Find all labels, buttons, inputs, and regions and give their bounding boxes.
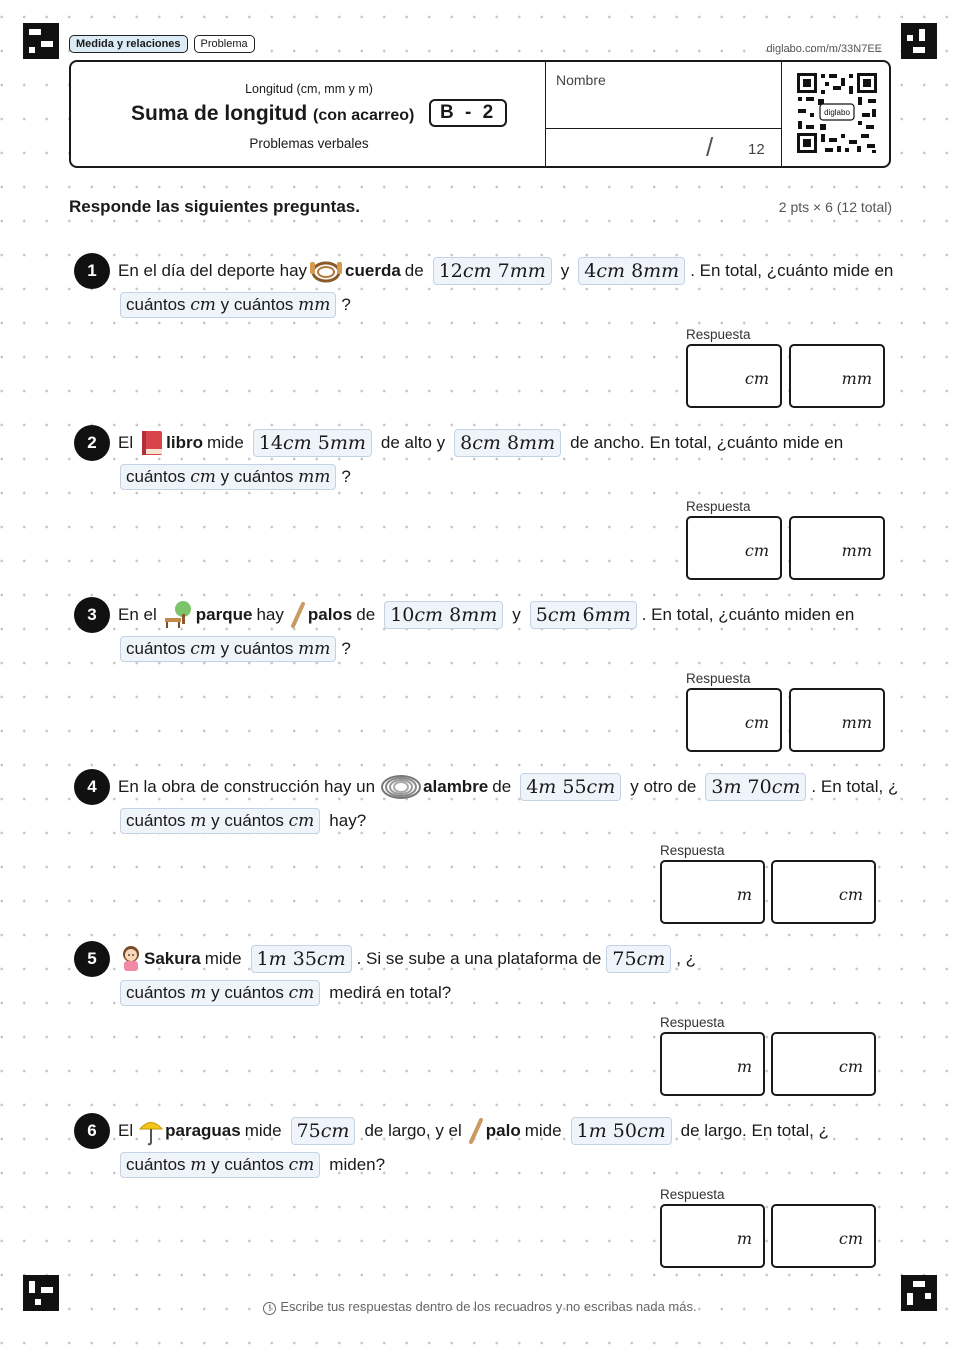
length-value-1: 10cm 8mm (384, 601, 503, 629)
question-number: 5 (74, 941, 110, 977)
girl-avatar-icon (119, 944, 143, 974)
unit-label: mm (841, 369, 872, 388)
book-icon (139, 429, 165, 457)
name-and-score-area[interactable] (545, 62, 782, 166)
item-name: parque (195, 605, 253, 624)
corner-marker-top-left (23, 23, 59, 59)
text: de (492, 777, 512, 796)
text: hay (256, 605, 284, 624)
question-text-line-1 (118, 597, 854, 633)
text: . En total, ¿cuánto miden en (641, 605, 855, 624)
stick-icon (289, 601, 307, 629)
jump-rope-icon (308, 257, 344, 285)
unit-label: cm (744, 369, 769, 388)
text: ? (341, 467, 351, 486)
unit-label: cm (744, 541, 769, 560)
answer-box-cm[interactable] (771, 1204, 876, 1268)
score-slash: / (706, 132, 714, 162)
length-value-2: 8cm 8mm (454, 429, 561, 457)
text: El (118, 433, 134, 452)
length-value-1: 14cm 5mm (253, 429, 372, 457)
text: mide (206, 433, 244, 452)
answer-label: Respuesta (686, 327, 751, 342)
answer-label: Respuesta (686, 499, 751, 514)
answer-label: Respuesta (686, 671, 751, 686)
item-name: alambre (423, 777, 489, 796)
answer-box-m[interactable] (660, 1204, 765, 1268)
info-icon: ! (263, 1302, 276, 1315)
person-name: Sakura (144, 949, 201, 968)
text: mide (204, 949, 242, 968)
length-value-1: 12cm 7mm (433, 257, 552, 285)
text: de alto y (380, 433, 446, 452)
worksheet-title (131, 102, 414, 126)
name-divider (546, 128, 782, 129)
question-text-line-1 (118, 941, 696, 977)
qr-code-icon (796, 72, 878, 154)
ask-units: cuántos m y cuántos cm (120, 808, 320, 834)
text: En la obra de construcción hay un (118, 777, 376, 796)
tag-type: Problema (194, 35, 255, 53)
answer-box-mm[interactable] (789, 688, 885, 752)
answer-box-cm[interactable] (771, 1032, 876, 1096)
answer-label: Respuesta (660, 1015, 725, 1030)
ask-units: cuántos m y cuántos cm (120, 980, 320, 1006)
corner-marker-top-right (901, 23, 937, 59)
text: ? (341, 639, 351, 658)
text: . Si se sube a una plataforma de (356, 949, 602, 968)
length-value-1: 75cm (291, 1117, 356, 1145)
question-number: 6 (74, 1113, 110, 1149)
instructions: Responde las siguientes preguntas. (69, 197, 360, 216)
item-name: libro (166, 433, 203, 452)
question-text-line-2 (118, 803, 370, 839)
text: . En total, ¿ (811, 777, 899, 796)
text: . En total, ¿cuánto mide en (690, 261, 894, 280)
question-text-line-2 (118, 975, 455, 1011)
qr-area (781, 62, 890, 166)
question-text-line-2 (118, 287, 351, 323)
question-text-line-2 (118, 459, 351, 495)
unit-label: cm (838, 1229, 863, 1248)
unit-label: m (736, 1057, 752, 1076)
text: En el (118, 605, 157, 624)
answer-box-mm[interactable] (789, 344, 885, 408)
text: , ¿ (676, 949, 697, 968)
item-name-2: palo (485, 1121, 521, 1140)
ask-units: cuántos cm y cuántos mm (120, 464, 336, 490)
item-name-2: palos (307, 605, 353, 624)
name-label: Nombre (556, 72, 606, 88)
ask-units: cuántos cm y cuántos mm (120, 636, 336, 662)
unit-label: cm (838, 885, 863, 904)
title-qualifier: (con acarreo) (313, 107, 415, 124)
question-text-line-2 (118, 631, 351, 667)
umbrella-icon (138, 1116, 164, 1146)
length-value-1: 4m 55cm (520, 773, 621, 801)
tag-category: Medida y relaciones (69, 35, 188, 53)
unit-label: cm (838, 1057, 863, 1076)
ask-units: cuántos cm y cuántos mm (120, 292, 336, 318)
answer-box-cm[interactable] (686, 344, 782, 408)
question-text-line-1 (118, 1113, 833, 1149)
points-info: 2 pts × 6 (12 total) (778, 199, 892, 215)
text: ? (341, 295, 351, 314)
question-number: 4 (74, 769, 110, 805)
footer-note (0, 1299, 960, 1315)
level-code-badge: B - 2 (429, 99, 507, 127)
answer-box-cm[interactable] (686, 516, 782, 580)
question-number: 1 (74, 253, 110, 289)
text: miden? (329, 1155, 386, 1174)
ask-units: cuántos m y cuántos cm (120, 1152, 320, 1178)
park-icon (163, 600, 195, 630)
text: y (512, 605, 521, 624)
answer-box-cm[interactable] (771, 860, 876, 924)
answer-label: Respuesta (660, 843, 725, 858)
text: de (404, 261, 424, 280)
text: hay? (329, 811, 367, 830)
answer-box-m[interactable] (660, 860, 765, 924)
answer-box-mm[interactable] (789, 516, 885, 580)
unit-label: mm (841, 713, 872, 732)
worksheet-url: diglabo.com/m/33N7EE (766, 43, 882, 55)
length-value-2: 75cm (606, 945, 671, 973)
topic-subtitle: Longitud (cm, mm y m) (245, 82, 373, 96)
stick-icon (467, 1117, 485, 1145)
text: de largo. En total, ¿ (680, 1121, 829, 1140)
title-area (71, 62, 545, 166)
wire-coil-icon (380, 773, 422, 801)
title-main: Suma de longitud (131, 102, 308, 125)
qr-brand-label: diglabo (824, 108, 850, 117)
length-value-2: 1m 50cm (571, 1117, 672, 1145)
score-total: 12 (748, 141, 765, 158)
question-text-line-1 (118, 769, 898, 805)
question-text-line-1 (118, 253, 893, 289)
question-number: 2 (74, 425, 110, 461)
worksheet-header (69, 60, 891, 168)
unit-label: m (736, 1229, 752, 1248)
text: En el día del deporte hay (118, 261, 308, 280)
answer-label: Respuesta (660, 1187, 725, 1202)
text: medirá en total? (329, 983, 452, 1002)
unit-label: m (736, 885, 752, 904)
unit-label: mm (841, 541, 872, 560)
question-number: 3 (74, 597, 110, 633)
length-value-1: 1m 35cm (251, 945, 352, 973)
text: y (560, 261, 570, 280)
text: El (118, 1121, 134, 1140)
text: y otro de (630, 777, 697, 796)
length-value-2: 3m 70cm (705, 773, 806, 801)
item-name: paraguas (165, 1121, 241, 1140)
question-text-line-2 (118, 1147, 389, 1183)
worksheet-caption: Problemas verbales (249, 136, 369, 151)
category-tags (69, 35, 255, 53)
text: de (356, 605, 376, 624)
text: de ancho. En total, ¿cuánto mide en (570, 433, 844, 452)
question-text-line-1 (118, 425, 847, 461)
length-value-2: 4cm 8mm (578, 257, 685, 285)
text: de largo, y el (364, 1121, 462, 1140)
answer-box-m[interactable] (660, 1032, 765, 1096)
length-value-2: 5cm 6mm (530, 601, 637, 629)
unit-label: cm (744, 713, 769, 732)
text: mide (524, 1121, 562, 1140)
item-name: cuerda (345, 261, 401, 280)
answer-box-cm[interactable] (686, 688, 782, 752)
text: mide (244, 1121, 282, 1140)
footer-text: Escribe tus respuestas dentro de los recuadros y no escribas nada más. (280, 1299, 697, 1314)
